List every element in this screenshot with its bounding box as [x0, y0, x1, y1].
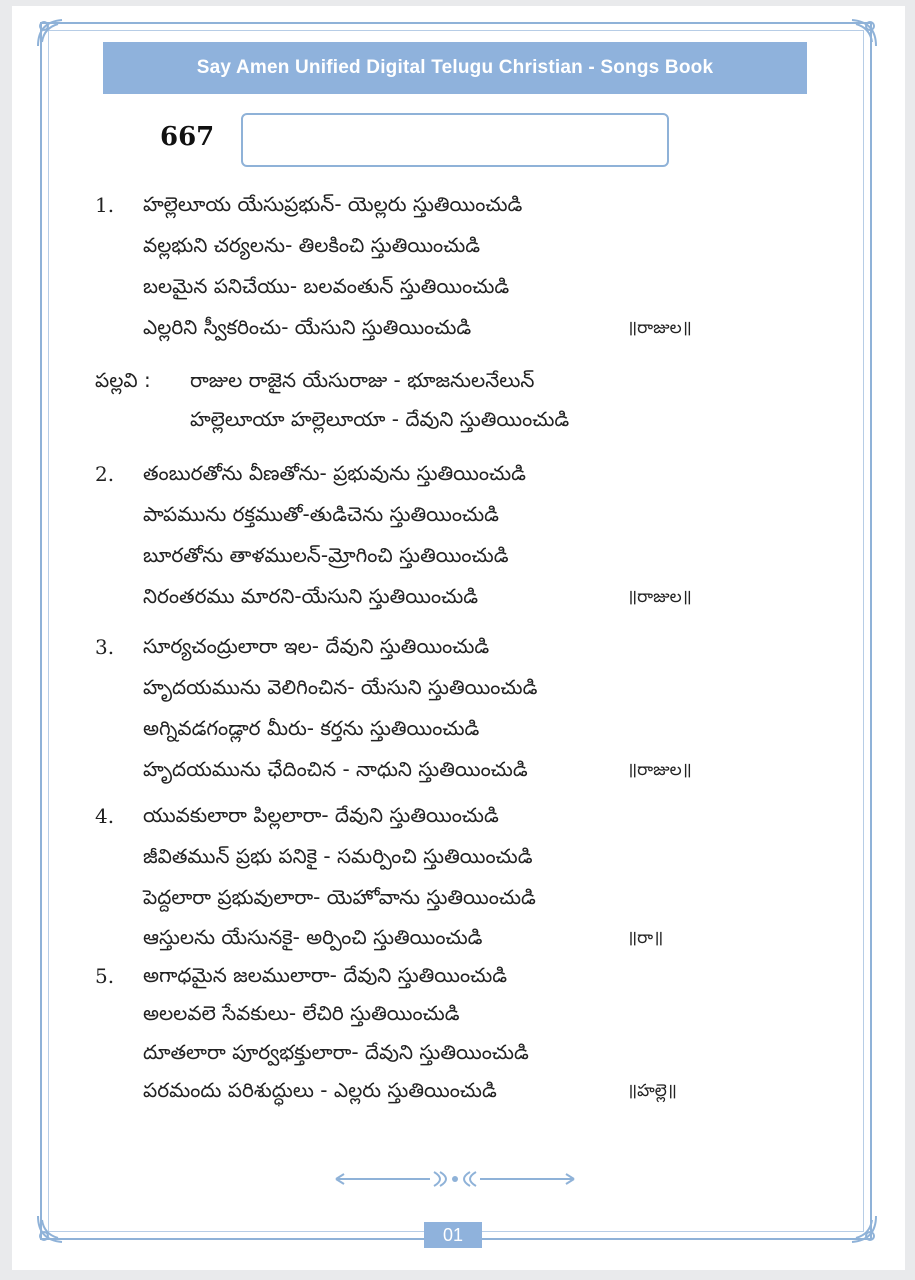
book-title-banner: [103, 42, 807, 94]
verse-line: అగ్నివడగండ్లార మీరు- కర్తను స్తుతియించుడి: [143, 716, 480, 740]
refrain-marker: ॥రాజుల॥: [627, 587, 692, 607]
verse-line: యువకులారా పిల్లలారా- దేవుని స్తుతియించుడి: [143, 803, 499, 827]
verse-line: హృదయమును ఛేదించిన - నాధుని స్తుతియించుడి: [143, 757, 528, 781]
verse-line: సూర్యచంద్రులారా ఇల- దేవుని స్తుతియించుడి: [143, 634, 490, 658]
verse-line: జీవితమున్ ప్రభు పనికై - సమర్పించి స్తుతియించుడి: [143, 844, 533, 868]
verse-line: హృదయమును వెలిగించిన- యేసుని స్తుతియించుడి: [143, 675, 538, 699]
song-title-box: [241, 113, 669, 167]
corner-ornament-icon: [846, 1212, 880, 1246]
refrain-marker: ॥రాజుల॥: [627, 760, 692, 780]
corner-ornament-icon: [34, 1212, 68, 1246]
verse-line: పరమందు పరిశుద్ధులు - ఎల్లరు స్తుతియించుడి: [143, 1078, 497, 1102]
chorus-line: హల్లెలూయా హల్లెలూయా - దేవుని స్తుతియించుడి: [190, 407, 570, 431]
divider-ornament-icon: [330, 1168, 580, 1190]
verse-number: 1.: [95, 193, 115, 217]
verse-line: అగాధమైన జలములారా- దేవుని స్తుతియించుడి: [143, 963, 508, 987]
verse-line: నిరంతరము మారని-యేసుని స్తుతియించుడి: [143, 584, 479, 608]
verse-line: ఆస్తులను యేసునకై- అర్పించి స్తుతియించుడి: [143, 925, 483, 949]
chorus-label: పల్లవి :: [95, 368, 151, 392]
verse-line: తంబురతోను వీణతోను- ప్రభువును స్తుతియించుడి: [143, 461, 526, 485]
page-number: 01: [424, 1222, 482, 1248]
verse-line: బూరతోను తాళములన్-మ్రోగించి స్తుతియించుడి: [143, 543, 509, 567]
verse-number: 4.: [95, 804, 115, 828]
book-title: Say Amen Unified Digital Telugu Christian - Songs Book: [196, 57, 714, 78]
verse-line: దూతలారా పూర్వభక్తులారా- దేవుని స్తుతియించుడి: [143, 1040, 529, 1064]
refrain-marker: ॥రాజుల॥: [627, 318, 692, 338]
verse-line: ఎల్లరిని స్వీకరించు- యేసుని స్తుతియించుడి: [143, 315, 472, 339]
verse-line: పాపమును రక్తముతో-తుడిచెను స్తుతియించుడి: [143, 502, 499, 526]
corner-ornament-icon: [34, 16, 68, 50]
chorus-line: రాజుల రాజైన యేసురాజు - భూజనులనేలున్: [190, 368, 535, 392]
verse-number: 3.: [95, 635, 115, 659]
verse-line: పెద్దలారా ప్రభువులారా- యెహోవాను స్తుతియించుడి: [143, 885, 536, 909]
verse-line: వల్లభుని చర్యలను- తిలకించి స్తుతియించుడి: [143, 233, 481, 257]
verse-line: బలమైన పనిచేయు- బలవంతున్ స్తుతియించుడి: [143, 274, 510, 298]
refrain-marker: ॥హల్లె॥: [627, 1081, 677, 1101]
corner-ornament-icon: [846, 16, 880, 50]
refrain-marker: ॥రా॥: [627, 928, 664, 948]
verse-number: 2.: [95, 462, 115, 486]
verse-line: హల్లెలూయ యేసుప్రభున్- యెల్లరు స్తుతియించుడి: [143, 192, 523, 216]
song-number: 667: [160, 122, 215, 152]
verse-number: 5.: [95, 964, 115, 988]
verse-line: అలలవలె సేవకులు- లేచిరి స్తుతియించుడి: [143, 1001, 460, 1025]
